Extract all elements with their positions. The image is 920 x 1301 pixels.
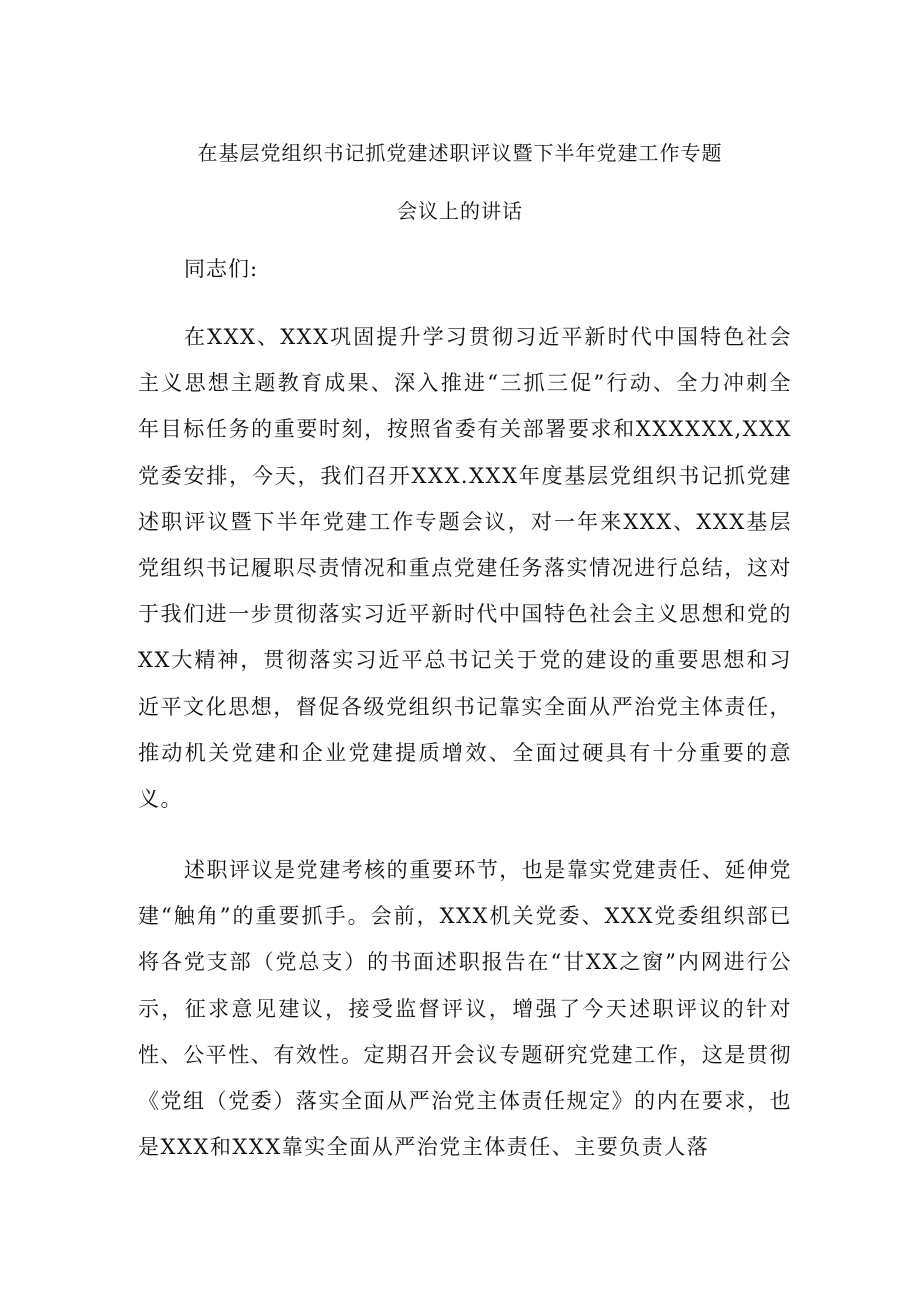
- body-paragraph-1: 在XXX、XXX巩固提升学习贯彻习近平新时代中国特色社会主义思想主题教育成果、深入推进“三抓三促”行动、全力冲刺全年目标任务的重要时刻，按照省委有关部署要求和XXXXXX,XXX党委安排，今天，我们召开XXX.XXX年度基层党组织书记抓党建述职评议暨下半年党建工作专题会议，对一年来XXX、XXX基层党组织书记履职尽责情况和重点党建任务落实情况进行总结，这对于我们进一步贯彻落实习近平新时代中国特色社会主义思想和党的XX大精神，贯彻落实习近平总书记关于党的建设的重要思想和习近平文化思想，督促各级党组织书记靠实全面从严治党主体责任，推动机关党建和企业党建提质增效、全面过硬具有十分重要的意义。: [138, 325, 792, 812]
- salutation: 同志们:: [184, 257, 259, 281]
- body-paragraph-2: 述职评议是党建考核的重要环节，也是靠实党建责任、延伸党建“触角”的重要抓手。会前，XXX机关党委、XXX党委组织部已将各党支部（党总支）的书面述职报告在“甘XX之窗”内网进行公示，征求意见建议，接受监督评议，增强了今天述职评议的针对性、公平性、有效性。定期召开会议专题研究党建工作，这是贯彻《党组（党委）落实全面从严治党主体责任规定》的内在要求，也是XXX和XXX靠实全面从严治党主体责任、主要负责人落: [138, 858, 792, 1160]
- document-title-line-2: 会议上的讲话: [397, 199, 523, 223]
- document-title-line-1: 在基层党组织书记抓党建述职评议暨下半年党建工作专题: [197, 141, 723, 165]
